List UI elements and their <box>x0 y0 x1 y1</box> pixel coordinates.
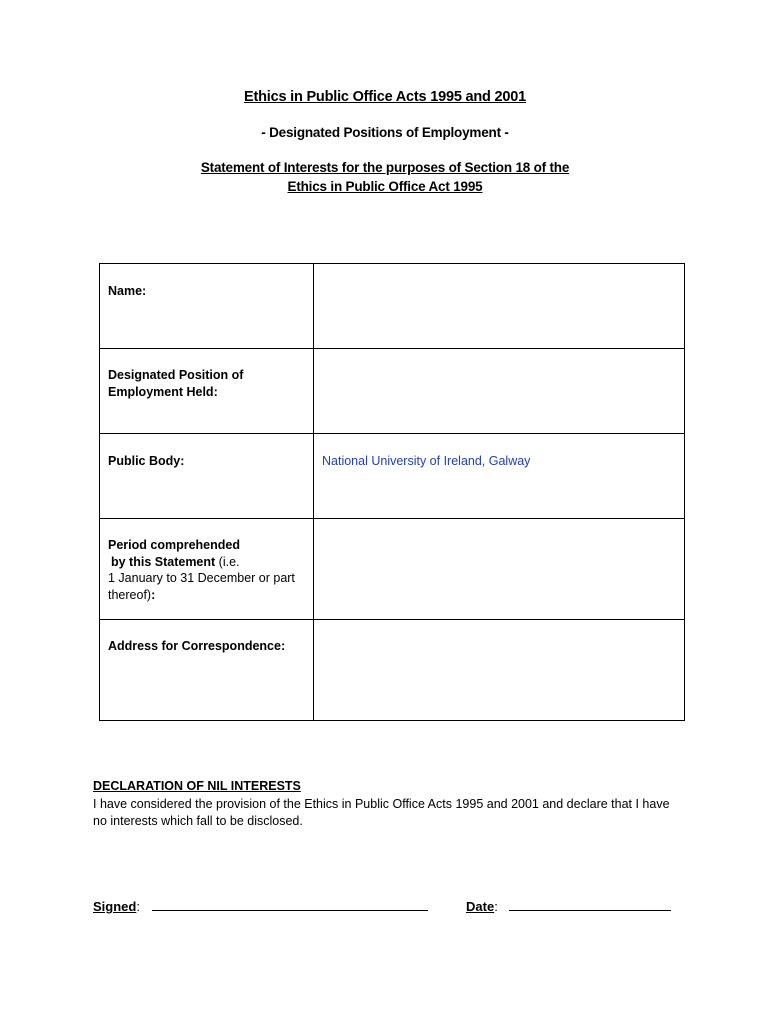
period-label-line2: by this Statement <box>111 554 216 569</box>
form-row-address <box>100 620 685 721</box>
declaration-text: I have considered the provision of the Ethics in Public Office Acts 1995 and 2001 and declare that I have no interests which fall to be disclosed. <box>93 797 670 828</box>
period-label-cell <box>100 519 314 620</box>
document-subtitle: - Designated Positions of Employment - <box>261 125 509 140</box>
declaration-heading: DECLARATION OF NIL INTERESTS <box>93 779 301 793</box>
public-body-value: National University of Ireland, Galway <box>322 454 531 468</box>
signed-colon: : <box>136 899 140 914</box>
signed-label: Signed <box>93 899 137 914</box>
period-label-line2-suffix: (i.e. <box>215 554 240 569</box>
form-row-name <box>100 264 685 349</box>
period-label-line1: Period comprehended <box>108 538 240 552</box>
public-body-label-cell <box>100 434 314 519</box>
address-label-cell <box>100 620 314 721</box>
address-label: Address for Correspondence: <box>108 639 286 653</box>
signature-line[interactable] <box>152 897 428 911</box>
name-field[interactable] <box>314 264 685 349</box>
period-label-line4-suffix: : <box>151 587 156 602</box>
position-label-line2: Employment Held: <box>108 384 218 399</box>
period-label-line4: thereof) <box>108 587 152 602</box>
date-row <box>466 897 671 914</box>
form-row-period <box>100 519 685 620</box>
form-row-public-body <box>100 434 685 519</box>
date-label: Date <box>466 899 495 914</box>
details-form-table <box>99 263 685 721</box>
document-title: Ethics in Public Office Acts 1995 and 2001 <box>244 89 526 105</box>
period-label-line2-wrap <box>108 554 313 571</box>
address-field[interactable] <box>314 620 685 721</box>
period-label-line4-wrap <box>108 587 313 604</box>
position-label-cell <box>100 349 314 434</box>
position-field[interactable] <box>314 349 685 434</box>
position-label-line1: Designated Position of <box>108 368 244 382</box>
name-label-cell <box>100 264 314 349</box>
statement-heading-line2: Ethics in Public Office Act 1995 <box>287 179 483 194</box>
public-body-label: Public Body: <box>108 454 185 468</box>
public-body-field[interactable] <box>314 434 685 519</box>
date-line[interactable] <box>509 897 671 911</box>
period-label-line3: 1 January to 31 December or part <box>108 571 295 585</box>
signed-row <box>93 897 428 914</box>
period-field[interactable] <box>314 519 685 620</box>
statement-heading-line1: Statement of Interests for the purposes of Section 18 of the <box>200 160 570 175</box>
form-row-position <box>100 349 685 434</box>
name-label: Name: <box>108 284 147 298</box>
date-colon: : <box>494 899 498 914</box>
